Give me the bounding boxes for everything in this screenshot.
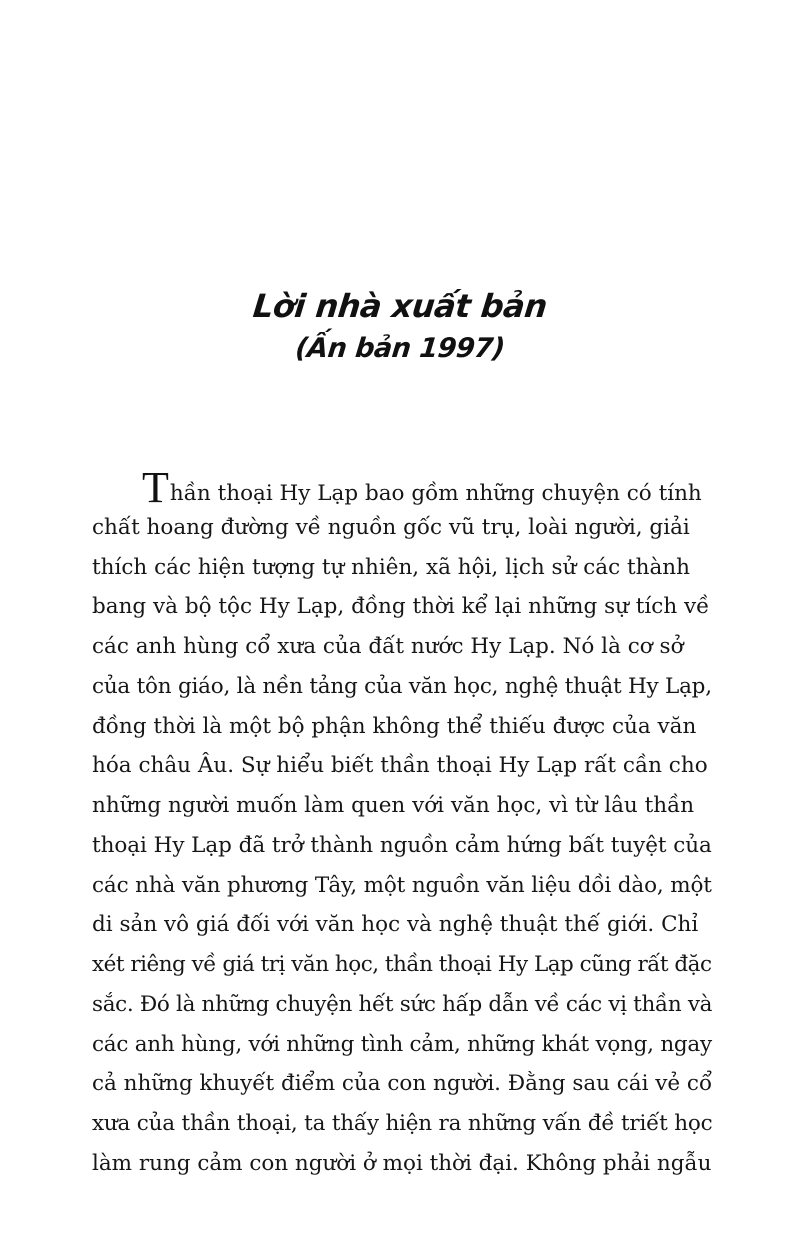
body-line-15: các anh hùng, với những tình cảm, những khát vọng, ngay [92,1031,712,1057]
body-line-18: làm rung cảm con người ở mọi thời đại. Không phải ngẫu [92,1150,712,1176]
body-line-7: đồng thời là một bộ phận không thể thiếu được của văn [92,713,697,739]
body-line-9: những người muốn làm quen với văn học, vì từ lâu thần [92,793,695,818]
body-line-13: xét riêng về giá trị văn học, thần thoại Hy Lạp cũng rất đặc [92,952,712,977]
body-line-3: thích các hiện tượng tự nhiên, xã hội, lịch sử các thành [92,554,690,580]
body-line-16: cả những khuyết điểm của con người. Đằng sau cái vẻ cổ [92,1071,713,1097]
body-line-11: các nhà văn phương Tây, một nguồn văn liệu dồi dào, một [92,872,712,898]
body-line-14: sắc. Đó là những chuyện hết sức hấp dẫn về các vị thần và [92,991,713,1017]
body-line-6: của tôn giáo, là nền tảng của văn học, nghệ thuật Hy Lạp, [92,673,712,699]
body-line-2: chất hoang đường về nguồn gốc vũ trụ, loài người, giải [92,514,690,540]
body-line-12: di sản vô giá đối với văn học và nghệ thuật thế giới. Chỉ [92,912,699,938]
body-line-4: bang và bộ tộc Hy Lạp, đồng thời kể lại những sự tích về [92,594,710,620]
body-line-1-text: hần thoại Hy Lạp bao gồm những chuyện có tính [169,481,702,506]
body-paragraph [92,463,713,1184]
section-title: Lời nhà xuất bản [251,287,549,325]
body-line-5: các anh hùng cổ xưa của đất nước Hy Lạp. Nó là cơ sở [92,634,684,659]
body-line-10: thoại Hy Lạp đã trở thành nguồn cảm hứng bất tuyệt của [92,832,712,858]
body-line-17: xưa của thần thoại, ta thấy hiện ra những vấn đề triết học [92,1111,713,1136]
section-subtitle: (Ấn bản 1997) [293,333,507,364]
body-line-8: hóa châu Âu. Sự hiểu biết thần thoại Hy Lạp rất cần cho [92,753,708,779]
drop-cap: T [142,463,169,512]
body-line-1 [92,463,712,512]
